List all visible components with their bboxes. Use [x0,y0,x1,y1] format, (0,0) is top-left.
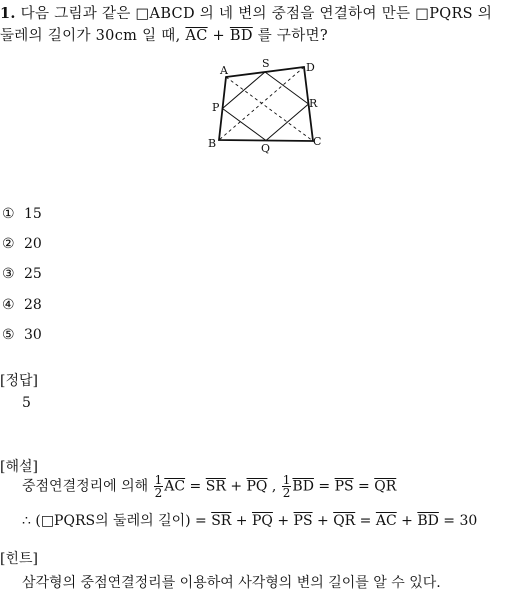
segment-ac: $\overline{AC}$ [375,513,397,529]
equals-sign: = [355,513,376,529]
explanation-line-1 [22,474,396,499]
fraction-denominator: 2 [282,486,291,500]
label-d: D [306,61,315,74]
quadrilateral-figure [0,0,532,170]
diagonal-bd [219,67,304,140]
label-b: B [208,137,217,150]
choice-marker: ② [2,236,15,252]
plus-sign: + [231,513,252,529]
segment-ps: $\overline{PS}$ [334,478,354,495]
label-s: S [262,57,270,70]
label-a: A [220,64,228,77]
choice-marker: ⑤ [2,327,15,343]
fraction-numerator: 1 [154,473,163,487]
question-text-1: 다음 그림과 같은 □ABCD 의 네 변의 중점을 연결하여 만든 □PQRS 의 [20,6,493,22]
choice-2[interactable] [2,236,42,252]
segment-sr: $\overline{SR}$ [205,478,226,495]
choice-value: 28 [24,297,42,313]
hint-text: 삼각형의 중점연결정리를 이용하여 사각형의 변의 길이를 알 수 있다. [22,575,441,591]
equals-sign: = [313,478,335,495]
plus-sign: + [312,513,334,529]
fraction-half [282,474,292,499]
choice-1[interactable] [2,206,42,222]
question-text-2-prefix: 둘레의 길이가 30cm 일 때, [0,28,186,44]
diagonal-ac [226,77,313,141]
choice-marker: ① [2,206,15,222]
comma: , [267,478,281,495]
segment-ac: $\overline{AC}$ [164,478,186,495]
quadrilateral-abcd [219,67,313,141]
question-number: 1. [0,5,16,22]
fraction-numerator: 1 [282,473,291,487]
segment-qr: $\overline{QR}$ [374,478,397,495]
segment-pq: $\overline{PQ}$ [252,513,273,529]
label-p: P [212,101,220,114]
plus-sign: + [396,513,418,529]
explanation-text: 중점연결정리에 의해 [22,478,153,495]
segment-ps: $\overline{PS}$ [293,513,313,529]
fraction-denominator: 2 [154,486,163,500]
segment-bd: $\overline{BD}$ [417,513,439,529]
choice-5[interactable] [2,327,42,343]
explanation-text: ∴ (□PQRS의 둘레의 길이) = [22,513,212,529]
choice-3[interactable] [2,266,42,282]
plus-sign: + [272,513,294,529]
answer-header: [정답] [0,373,38,389]
segment-sr: $\overline{SR}$ [211,513,232,529]
plus-sign: + [225,478,247,495]
explanation-header: [해설] [0,459,38,475]
choice-4[interactable] [2,297,42,313]
choice-value: 30 [24,327,42,343]
hint-header: [힌트] [0,551,38,567]
explanation-line-2 [22,510,477,530]
equals-sign: = [185,478,206,495]
fraction-half [154,474,164,499]
label-c: C [313,135,322,148]
segment-qr: $\overline{QR}$ [333,513,356,529]
answer-value: 5 [22,395,31,411]
result-value: = 30 [438,513,478,529]
label-q: Q [261,142,271,155]
plus-sign: + [207,28,230,44]
segment-bd: $\overline{BD}$ [229,28,253,44]
segment-ac: $\overline{AC}$ [185,28,208,44]
choice-value: 20 [24,236,42,252]
question-text-2-suffix: 를 구하면? [252,28,328,44]
label-r: R [309,97,318,110]
segment-pq: $\overline{PQ}$ [246,478,268,495]
segment-bd: $\overline{BD}$ [292,478,314,495]
choice-marker: ③ [2,266,15,282]
equals-sign: = [353,478,375,495]
choice-value: 25 [24,266,42,282]
choice-value: 15 [24,206,42,222]
choice-marker: ④ [2,297,15,313]
